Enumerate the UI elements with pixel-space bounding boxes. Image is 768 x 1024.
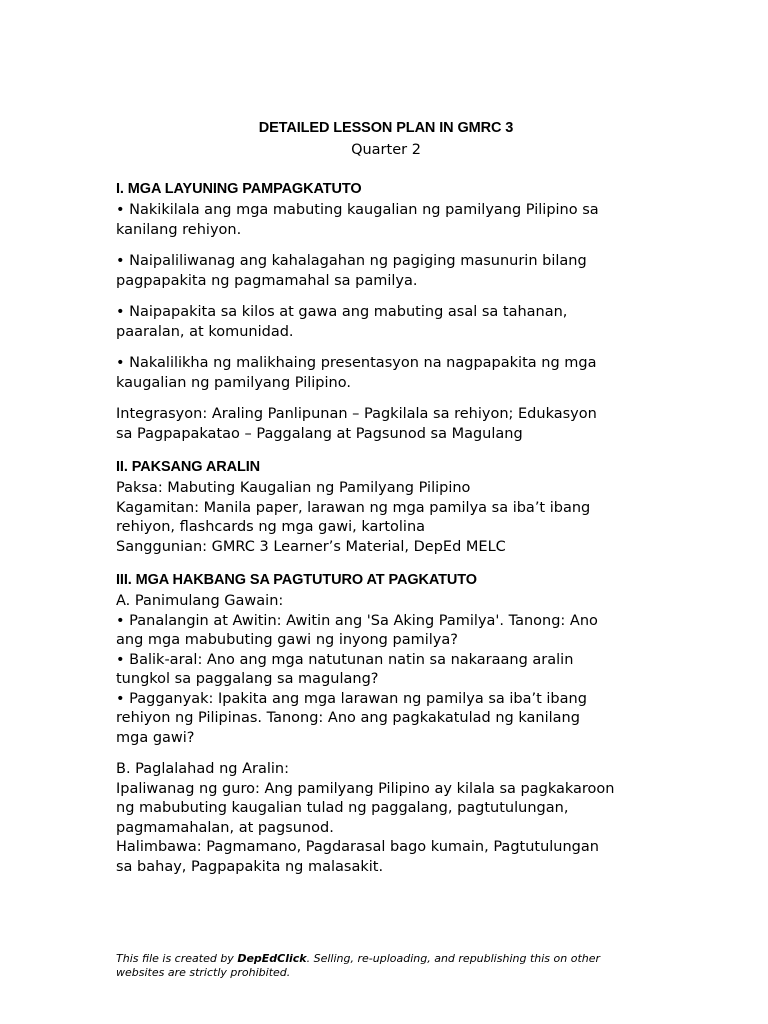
lesson-presentation bbox=[116, 760, 656, 877]
section-heading-procedure: III. MGA HAKBANG SA PAGTUTURO AT PAGKATUTO bbox=[116, 572, 477, 588]
procedure-line: pagmamahalan, at pagsunod. bbox=[116, 819, 334, 836]
preliminary-activities bbox=[116, 592, 656, 748]
footer-brand: DepEdClick bbox=[237, 952, 307, 965]
procedure-line: • Balik-aral: Ano ang mga natutunan natin sa nakaraang aralin bbox=[116, 651, 574, 668]
document-subtitle: Quarter 2 bbox=[351, 142, 421, 158]
procedure-line: • Panalangin at Awitin: Awitin ang 'Sa Aking Pamilya'. Tanong: Ano bbox=[116, 612, 598, 629]
footer-line: websites are strictly prohibited. bbox=[116, 965, 291, 979]
objective-line: pagpapakita ng pagmamahal sa pamilya. bbox=[116, 272, 418, 289]
reference-line: Sanggunian: GMRC 3 Learner’s Material, DepEd MELC bbox=[116, 538, 506, 555]
footer-prefix: This file is created by bbox=[116, 952, 238, 965]
objective-line: kaugalian ng pamilyang Pilipino. bbox=[116, 374, 351, 391]
materials-line: rehiyon, flashcards ng mga gawi, kartolina bbox=[116, 519, 426, 535]
procedure-line: mga gawi? bbox=[116, 729, 195, 746]
lesson-plan-content bbox=[116, 118, 656, 877]
procedure-line: tungkol sa paggalang sa magulang? bbox=[116, 671, 379, 687]
footer-line bbox=[116, 952, 676, 966]
procedure-line: B. Paglalahad ng Aralin: bbox=[116, 761, 289, 777]
procedure-line: ng mabubuting kaugalian tulad ng paggalang, pagtutulungan, bbox=[116, 800, 569, 816]
integration-paragraph bbox=[116, 405, 656, 444]
objective-line: kanilang rehiyon. bbox=[116, 221, 242, 238]
objective-item bbox=[116, 354, 656, 393]
objective-line: paaralan, at komunidad. bbox=[116, 323, 294, 340]
integration-line: sa Pagpapakatao – Paggalang at Pagsunod sa Magulang bbox=[116, 425, 523, 442]
integration-line: Integrasyon: Araling Panlipunan – Pagkilala sa rehiyon; Edukasyon bbox=[116, 406, 597, 422]
procedure-line: • Pagganyak: Ipakita ang mga larawan ng pamilya sa iba’t ibang bbox=[116, 690, 587, 707]
objective-line: • Naipaliliwanag ang kahalagahan ng pagiging masunurin bilang bbox=[116, 253, 587, 269]
procedure-line: Ipaliwanag ng guro: Ang pamilyang Pilipino ay kilala sa pagkakaroon bbox=[116, 780, 615, 797]
footer-suffix: . Selling, re-uploading, and republishing this on other bbox=[306, 952, 601, 965]
copyright-footer bbox=[116, 952, 676, 979]
objective-item bbox=[116, 201, 656, 240]
objective-line: • Naipapakita sa kilos at gawa ang mabuting asal sa tahanan, bbox=[116, 304, 568, 320]
objective-line: • Nakalilikha ng malikhaing presentasyon na nagpapakita ng mga bbox=[116, 355, 597, 371]
section-heading-topic: II. PAKSANG ARALIN bbox=[116, 459, 261, 475]
topic-line: Paksa: Mabuting Kaugalian ng Pamilyang Pilipino bbox=[116, 480, 471, 496]
procedure-line: ang mga mabubuting gawi ng inyong pamilya? bbox=[116, 632, 458, 648]
topic-paragraph bbox=[116, 479, 656, 557]
document-title: DETAILED LESSON PLAN IN GMRC 3 bbox=[258, 120, 514, 136]
procedure-line: sa bahay, Pagpapakita ng malasakit. bbox=[116, 858, 384, 875]
objective-item bbox=[116, 252, 656, 291]
procedure-line: Halimbawa: Pagmamano, Pagdarasal bago kumain, Pagtutulungan bbox=[116, 839, 599, 855]
materials-line: Kagamitan: Manila paper, larawan ng mga pamilya sa iba’t ibang bbox=[116, 499, 591, 516]
procedure-line: A. Panimulang Gawain: bbox=[116, 593, 284, 609]
section-heading-objectives: I. MGA LAYUNING PAMPAGKATUTO bbox=[116, 181, 362, 197]
objective-line: • Nakikilala ang mga mabuting kaugalian ng pamilyang Pilipino sa bbox=[116, 202, 599, 218]
objective-item bbox=[116, 303, 656, 342]
procedure-line: rehiyon ng Pilipinas. Tanong: Ano ang pagkakatulad ng kanilang bbox=[116, 710, 580, 726]
